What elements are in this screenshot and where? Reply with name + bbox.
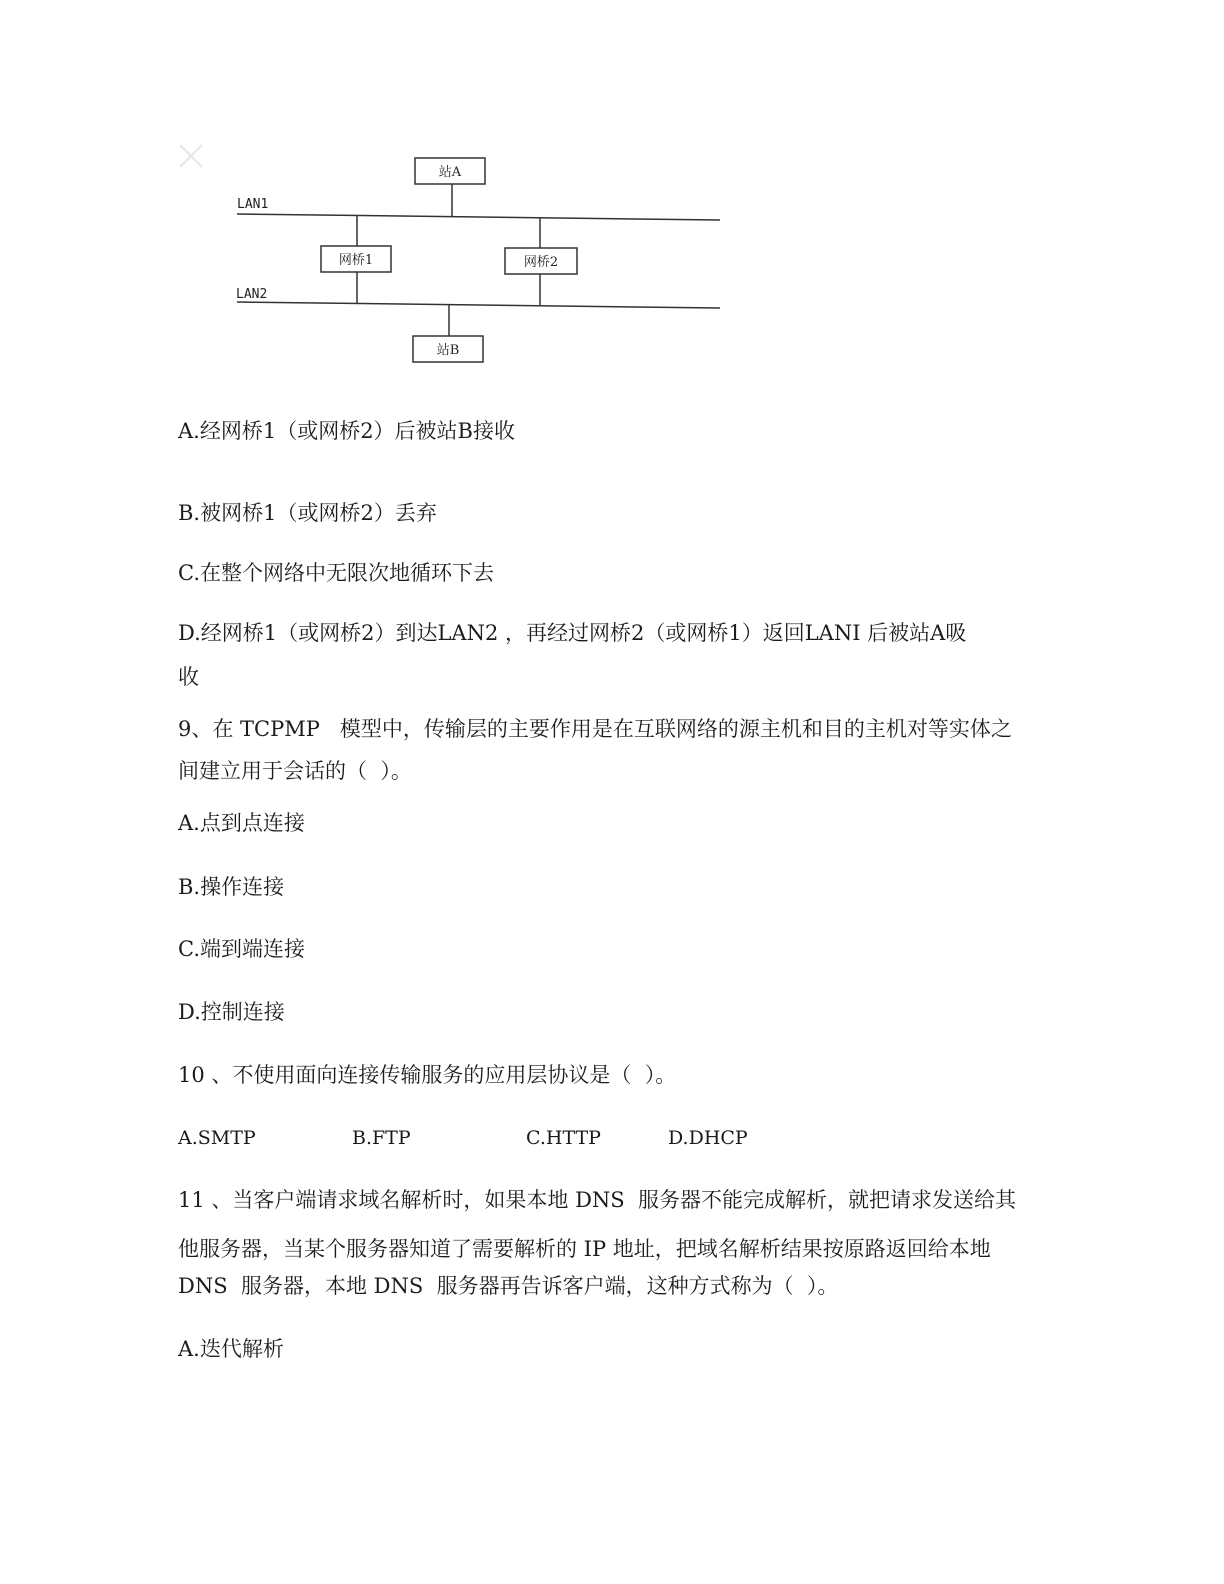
q8-option-d: D.经网桥1（或网桥2）到达LAN2 ，再经过网桥2（或网桥1）返回LANI 后被站A吸 <box>178 621 967 645</box>
network-diagram <box>170 140 730 375</box>
lan2-line <box>237 302 720 308</box>
lan2-label: LAN2 <box>236 287 268 302</box>
q10-option-d: D.DHCP <box>668 1127 748 1149</box>
q9-stem-line1: 9、在 TCPMP 模型中，传输层的主要作用是在互联网络的源主机和目的主机对等实体之 <box>178 717 1012 741</box>
q9-option-d: D.控制连接 <box>178 1000 285 1024</box>
q9-option-c: C.端到端连接 <box>178 937 305 961</box>
q11-stem-line2: 他服务器，当某个服务器知道了需要解析的 IP 地址，把域名解析结果按原路返回给本地 <box>178 1237 991 1261</box>
q10-option-a: A.SMTP <box>178 1127 256 1149</box>
q9-option-a: A.点到点连接 <box>178 811 305 835</box>
bridge2-label: 网桥2 <box>523 255 559 270</box>
lan1-label: LAN1 <box>237 197 269 212</box>
station-b-label: 站B <box>436 343 460 358</box>
station-a-label: 站A <box>438 165 462 180</box>
q11-stem-line3: DNS 服务器，本地 DNS 服务器再告诉客户端，这种方式称为（ ）。 <box>178 1274 839 1298</box>
q9-option-b: B.操作连接 <box>178 875 285 899</box>
bridge1-label: 网桥1 <box>338 253 374 268</box>
lan1-line <box>237 214 720 220</box>
q8-option-a: A.经网桥1（或网桥2）后被站B接收 <box>178 419 515 443</box>
q8-option-c: C.在整个网络中无限次地循环下去 <box>178 561 494 585</box>
q11-option-a: A.迭代解析 <box>178 1337 284 1361</box>
corner-mark <box>180 145 202 167</box>
q10-option-c: C.HTTP <box>526 1127 601 1149</box>
q8-option-b: B.被网桥1（或网桥2）丢弃 <box>178 501 437 525</box>
q11-stem-line1: 11 、当客户端请求域名解析时，如果本地 DNS 服务器不能完成解析，就把请求发送给其 <box>178 1188 1017 1212</box>
q9-stem-line2: 间建立用于会话的（ ）。 <box>178 759 412 783</box>
q8-option-d-continued: 收 <box>178 665 199 689</box>
q10-stem: 10 、不使用面向连接传输服务的应用层协议是（ ）。 <box>178 1063 677 1087</box>
q10-option-b: B.FTP <box>352 1127 411 1149</box>
